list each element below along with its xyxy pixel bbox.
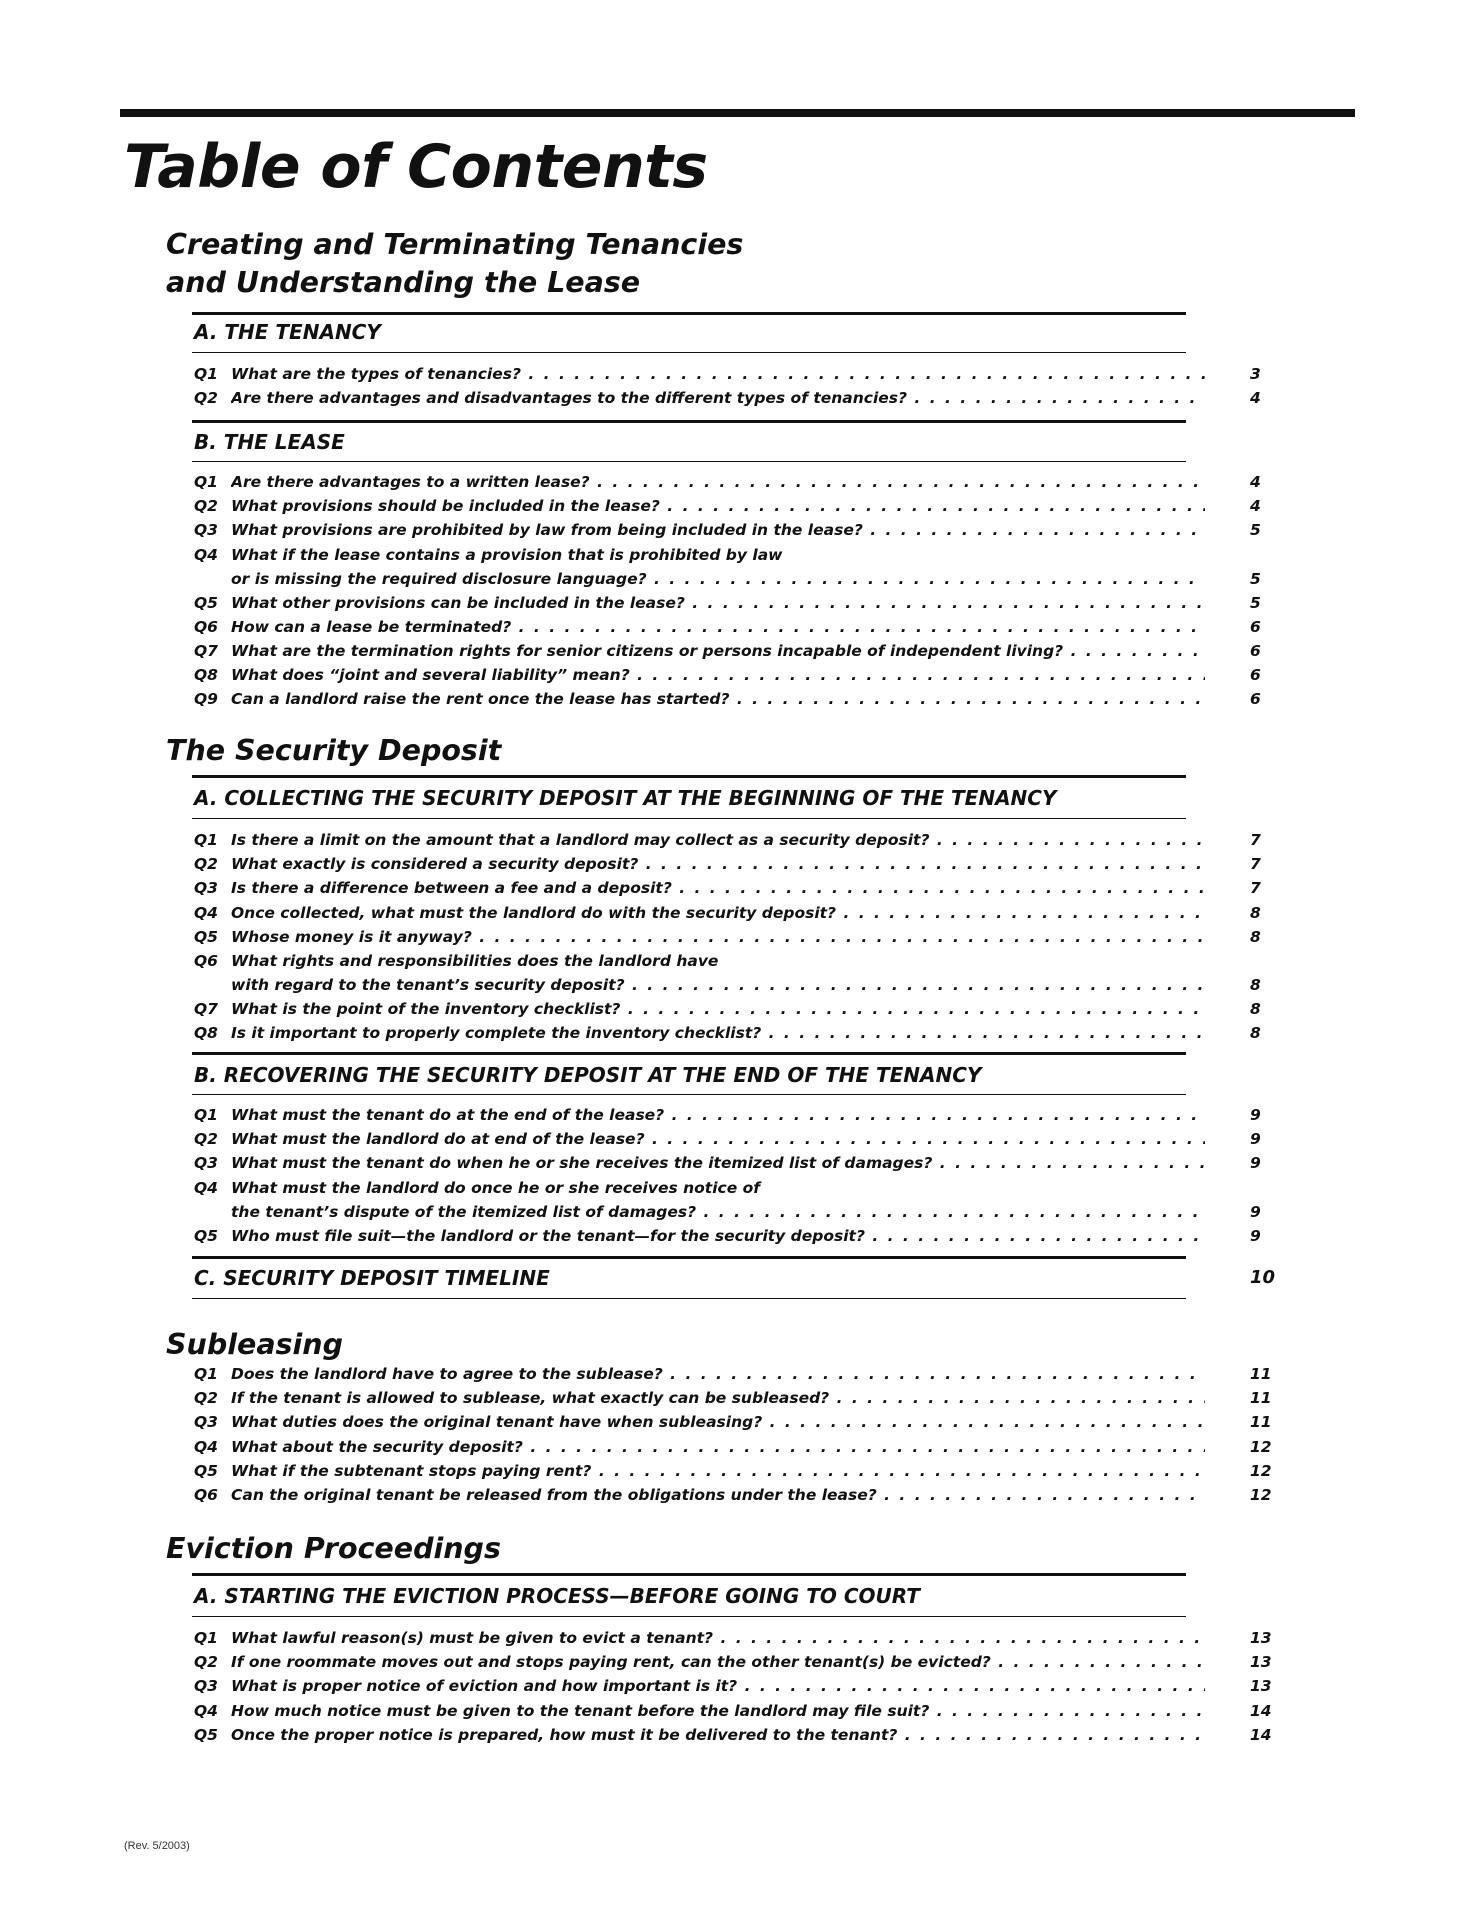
question-number: Q4 [194,1437,218,1456]
page-number: 7 [1250,879,1261,898]
subsection-heading: A. THE TENANCY [194,320,381,344]
toc-entry [194,997,1294,1021]
page-number: 5 [1250,593,1261,612]
toc-entry [194,901,1294,925]
section-rule [192,1573,1186,1576]
entry-text: What is the point of the inventory checklist? . . . [231,997,1205,1021]
question-number: Q1 [194,1365,218,1383]
toc-entry [194,1176,1294,1224]
question-number: Q2 [194,497,218,516]
page-number: 14 [1250,1725,1272,1744]
subsection-heading: A. COLLECTING THE SECURITY DEPOSIT AT THE BEGINNING OF THE TENANCY [194,786,1057,810]
question-number: Q5 [194,1226,218,1245]
toc-entry [194,1626,1294,1650]
entry-text-continued: or is missing the required disclosure language? . . . [231,567,1205,591]
toc-entry [194,949,1294,997]
page-number: 13 [1250,1653,1272,1672]
toc-entry [194,518,1294,542]
page-number: 6 [1250,666,1261,685]
section-rule [192,818,1186,819]
entry-text: Is there a difference between a fee and a deposit? . . . [231,876,1205,900]
page-number: 11 [1250,1365,1272,1383]
toc-entry [194,828,1294,852]
toc-entry [194,470,1294,494]
question-number: Q4 [194,545,218,564]
toc-entry [194,1483,1294,1507]
page-number: 5 [1250,569,1261,588]
question-number: Q1 [194,1629,218,1647]
section-rule [192,1094,1186,1095]
question-number: Q1 [194,473,218,491]
subsection-heading: B. RECOVERING THE SECURITY DEPOSIT AT THE END OF THE TENANCY [194,1063,982,1087]
toc-entry [194,925,1294,949]
section-rule [192,420,1186,423]
page-number: 6 [1250,642,1261,660]
question-number: Q2 [194,855,218,874]
question-number: Q9 [194,690,218,709]
question-number: Q8 [194,666,218,685]
page-number: 9 [1250,1106,1261,1124]
entry-text: What must the tenant do at the end of the lease? . . . [231,1103,1205,1127]
toc-entry [194,1410,1294,1434]
section-rule [192,461,1186,462]
entry-text: What if the subtenant stops paying rent? . . . [231,1459,1205,1483]
subsection-heading: B. THE LEASE [194,430,345,454]
toc-entry [194,1674,1294,1698]
entry-text: Are there advantages to a written lease? . . . [231,470,1205,494]
question-number: Q5 [194,1461,218,1480]
entry-text: What provisions should be included in the lease? . . . [231,494,1205,518]
question-number: Q6 [194,1486,218,1504]
question-number: Q1 [194,365,218,383]
entry-text: Can a landlord raise the rent once the lease has started? . . . [231,687,1205,711]
section-rule [192,1256,1186,1259]
page-number: 9 [1250,1154,1261,1173]
question-number: Q6 [194,952,218,970]
page-number: 8 [1250,927,1261,946]
entry-text: What are the termination rights for senior citizens or persons incapable of independent living? . . . [231,639,1205,663]
toc-entry [194,663,1294,687]
question-number: Q2 [194,1389,218,1408]
page-number: 7 [1250,855,1261,874]
toc-entry [194,1723,1294,1747]
section-title: Creating and Terminating Tenancies and Understanding the Lease [166,228,744,299]
entry-text: How much notice must be given to the tenant before the landlord may file suit? . . . [231,1699,1205,1723]
toc-entry [194,1459,1294,1483]
question-number: Q6 [194,617,218,636]
question-number: Q2 [194,1653,218,1672]
section-rule [192,1298,1186,1299]
entry-text: How can a lease be terminated? . . . [231,615,1205,639]
question-number: Q5 [194,593,218,612]
toc-entry [194,1224,1294,1248]
subsection-heading: A. STARTING THE EVICTION PROCESS—BEFORE GOING TO COURT [194,1584,920,1608]
toc-entry [194,1386,1294,1410]
entry-text: Who must file suit—the landlord or the tenant—for the security deposit? . . . [231,1224,1205,1248]
page-number: 12 [1250,1461,1272,1480]
entry-text: What duties does the original tenant have when subleasing? . . . [231,1410,1205,1434]
question-number: Q3 [194,879,218,898]
page-number: 6 [1250,617,1261,636]
toc-entry [194,362,1294,386]
entry-text: What about the security deposit? . . . [231,1435,1205,1459]
entry-text: What must the landlord do at end of the lease? . . . [231,1127,1205,1151]
entry-text: Whose money is it anyway? . . . [231,925,1205,949]
question-number: Q4 [194,1701,218,1720]
entry-text: What lawful reason(s) must be given to evict a tenant? . . . [231,1626,1205,1650]
toc-entry [194,1127,1294,1151]
page-number: 8 [1250,976,1261,994]
page-number: 12 [1250,1486,1272,1504]
question-number: Q2 [194,389,218,408]
entry-text: Once the proper notice is prepared, how must it be delivered to the tenant? . . . [231,1723,1205,1747]
entry-text: What exactly is considered a security deposit? . . . [231,852,1205,876]
section-rule [192,312,1186,315]
question-number: Q3 [194,1413,218,1432]
question-number: Q4 [194,903,218,922]
toc-entry [194,591,1294,615]
toc-entry [194,1021,1294,1045]
question-number: Q5 [194,927,218,946]
toc-entry [194,543,1294,591]
section-title: Subleasing [166,1328,343,1361]
question-number: Q1 [194,1106,218,1124]
toc-entry [194,639,1294,663]
toc-entry [194,1435,1294,1459]
subsection-heading: C. SECURITY DEPOSIT TIMELINE [194,1266,550,1290]
section-title: The Security Deposit [166,734,502,767]
page-number: 8 [1250,1024,1261,1043]
subsection-page-number: 10 [1250,1267,1276,1288]
page-number: 7 [1250,831,1261,849]
section-rule [192,352,1186,353]
question-number: Q7 [194,642,218,660]
entry-text: Are there advantages and disadvantages to the different types of tenancies? . . . [231,386,1205,410]
page-number: 11 [1250,1413,1272,1432]
page-number: 9 [1250,1130,1261,1149]
entry-text-continued: the tenant’s dispute of the itemized list of damages? . . . [231,1200,1205,1224]
entry-text: If one roommate moves out and stops paying rent, can the other tenant(s) be evicted? . . . [231,1650,1205,1674]
page-number: 4 [1250,497,1261,516]
question-number: Q5 [194,1725,218,1744]
page-number: 9 [1250,1226,1261,1245]
entry-text: Does the landlord have to agree to the sublease? . . . [231,1362,1205,1386]
page-title: Table of Contents [124,132,708,202]
question-number: Q8 [194,1024,218,1043]
page-number: 9 [1250,1202,1261,1221]
page-number: 5 [1250,521,1261,540]
entry-text: What does “joint and several liability” mean? . . . [231,663,1205,687]
entry-text: What rights and responsibilities does the landlord have [231,952,719,970]
entry-text: Is it important to properly complete the inventory checklist? . . . [231,1021,1205,1045]
page-number: 4 [1250,389,1261,408]
toc-entry [194,687,1294,711]
toc-entry [194,876,1294,900]
section-rule [192,1616,1186,1617]
section-rule [192,1052,1186,1055]
question-number: Q4 [194,1178,218,1197]
entry-text: Is there a limit on the amount that a landlord may collect as a security deposit? . . . [231,828,1205,852]
entry-text: What is proper notice of eviction and how important is it? . . . [231,1674,1205,1698]
entry-text: What if the lease contains a provision that is prohibited by law [231,545,783,564]
question-number: Q3 [194,521,218,540]
section-rule [192,775,1186,778]
toc-entry [194,852,1294,876]
question-number: Q1 [194,831,218,849]
toc-entry [194,1103,1294,1127]
page-number: 3 [1250,365,1261,383]
toc-entry [194,1151,1294,1175]
page-number: 14 [1250,1701,1272,1720]
section-title: Eviction Proceedings [166,1532,501,1565]
toc-entry [194,494,1294,518]
question-number: Q3 [194,1154,218,1173]
page-number: 8 [1250,1000,1261,1018]
entry-text: Once collected, what must the landlord do with the security deposit? . . . [231,901,1205,925]
revision-note: (Rev. 5/2003) [124,1840,190,1852]
question-number: Q7 [194,1000,218,1018]
page-number: 12 [1250,1437,1272,1456]
page-number: 13 [1250,1677,1272,1696]
question-number: Q2 [194,1130,218,1149]
toc-entry [194,1650,1294,1674]
toc-entry [194,1699,1294,1723]
entry-text: What other provisions can be included in the lease? . . . [231,591,1205,615]
entry-text: Can the original tenant be released from the obligations under the lease? . . . [231,1483,1205,1507]
toc-entry [194,1362,1294,1386]
page-number: 13 [1250,1629,1272,1647]
toc-entry [194,615,1294,639]
page-number: 8 [1250,903,1261,922]
toc-entry [194,386,1294,410]
page-number: 4 [1250,473,1261,491]
entry-text: What are the types of tenancies? . . . [231,362,1205,386]
entry-text: What must the landlord do once he or she receives notice of [231,1178,760,1197]
page-number: 6 [1250,690,1261,709]
entry-text: What provisions are prohibited by law from being included in the lease? . . . [231,518,1205,542]
page-number: 11 [1250,1389,1272,1408]
question-number: Q3 [194,1677,218,1696]
entry-text: What must the tenant do when he or she receives the itemized list of damages? . . . [231,1151,1205,1175]
entry-text: If the tenant is allowed to sublease, what exactly can be subleased? . . . [231,1386,1205,1410]
entry-text-continued: with regard to the tenant’s security deposit? . . . [231,973,1205,997]
